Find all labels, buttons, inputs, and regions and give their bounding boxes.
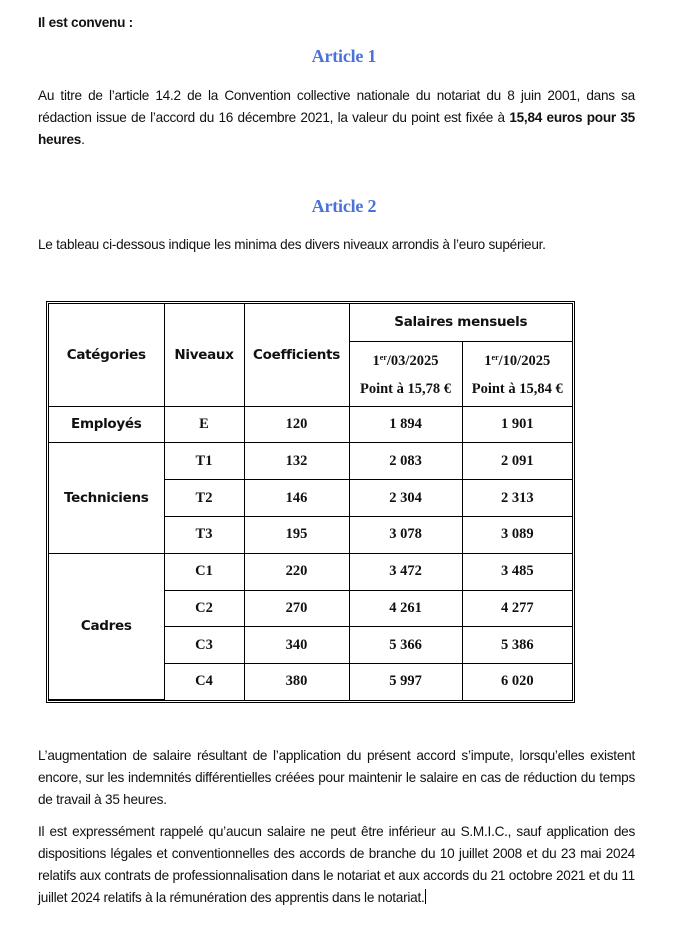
article-2-heading: Article 2 [311, 196, 377, 216]
header-date-col-2 [462, 341, 572, 406]
coef-cell: 195 [244, 516, 349, 553]
coef-cell: 132 [244, 443, 349, 480]
article-1-text-body: Au titre de l’article 14.2 de la Convention collective nationale du notariat du 8 juin 2001, dans sa rédaction issue de l’accord du 16 décembre 2021, la valeur du point est fixée à [38, 88, 635, 125]
point-col-2: Point à 15,84 € [471, 381, 563, 397]
paragraph-salary-increase: L’augmentation de salaire résultant de l’application du présent accord s’impute, lorsqu’elles existent encore, sur les indemnités différentielles créées pour maintenir le salaire en cas de réduction du temps de travail à 35 heures. [38, 748, 635, 807]
salary-cell: 5 386 [462, 627, 572, 664]
category-cell: Cadres [49, 553, 164, 699]
salary-cell: 1 901 [462, 406, 572, 443]
salary-cell: 5 366 [349, 627, 462, 664]
paragraph-smic[interactable] [38, 821, 635, 909]
salary-cell: 3 472 [349, 553, 462, 590]
salary-cell: 5 997 [349, 664, 462, 700]
header-categories: Catégories [49, 304, 164, 406]
date-number: 1 [372, 353, 380, 369]
salary-cell: 2 313 [462, 480, 572, 517]
niveau-cell: C2 [164, 590, 244, 627]
niveau-cell: C1 [164, 553, 244, 590]
niveau-cell: T1 [164, 443, 244, 480]
coef-cell: 220 [244, 553, 349, 590]
date-suffix: er [491, 353, 499, 362]
niveau-cell: C3 [164, 627, 244, 664]
paragraph-smic-text: Il est expressément rappelé qu’aucun salaire ne peut être inférieur au S.M.I.C., sauf application des dispositions légales et conventionnelles des accords de branche du 10 juillet 2008 et du 23 mai 2024 relatifs aux contrats de professionnalisation dans le notariat et aux accords du 21 octobre 2021 et du 11 juillet 2024 relatifs à la rémunération des apprentis dans le notariat. [38, 824, 635, 905]
date-suffix: er [379, 353, 387, 362]
date-rest: /03/2025 [386, 353, 439, 369]
date-number: 1 [484, 353, 492, 369]
header-coefficients: Coefficients [244, 304, 349, 406]
salary-cell: 2 091 [462, 443, 572, 480]
salary-cell: 3 089 [462, 516, 572, 553]
table-row [49, 553, 572, 590]
intro-text: Il est convenu : [38, 15, 133, 30]
salary-cell: 2 083 [349, 443, 462, 480]
text-cursor [425, 889, 426, 904]
article-2-text: Le tableau ci-dessous indique les minima des divers niveaux arrondis à l’euro supérieur. [38, 237, 546, 252]
coef-cell: 340 [244, 627, 349, 664]
coef-cell: 270 [244, 590, 349, 627]
niveau-cell: T3 [164, 516, 244, 553]
salary-cell: 1 894 [349, 406, 462, 443]
salary-cell: 2 304 [349, 480, 462, 517]
salary-cell: 3 485 [462, 553, 572, 590]
niveau-cell: C4 [164, 664, 244, 700]
article-1-heading: Article 1 [311, 46, 377, 66]
niveau-cell: E [164, 406, 244, 443]
article-1-text [38, 85, 635, 151]
salary-cell: 3 078 [349, 516, 462, 553]
table-row [49, 406, 572, 443]
article-1-text-end: . [81, 132, 85, 147]
coef-cell: 120 [244, 406, 349, 443]
table-row [49, 443, 572, 480]
header-niveaux: Niveaux [164, 304, 244, 406]
point-col-1: Point à 15,78 € [359, 381, 452, 397]
category-cell: Employés [49, 406, 164, 443]
salary-table [46, 301, 575, 703]
salary-cell: 4 277 [462, 590, 572, 627]
niveau-cell: T2 [164, 480, 244, 517]
category-cell: Techniciens [49, 443, 164, 553]
date-rest: /10/2025 [498, 353, 551, 369]
header-salaires-mensuels: Salaires mensuels [349, 304, 572, 341]
point-value: 15,84 euros pour 35 heures [38, 110, 635, 147]
salary-cell: 6 020 [462, 664, 572, 700]
salary-cell: 4 261 [349, 590, 462, 627]
header-date-col-1 [349, 341, 462, 406]
coef-cell: 146 [244, 480, 349, 517]
coef-cell: 380 [244, 664, 349, 700]
